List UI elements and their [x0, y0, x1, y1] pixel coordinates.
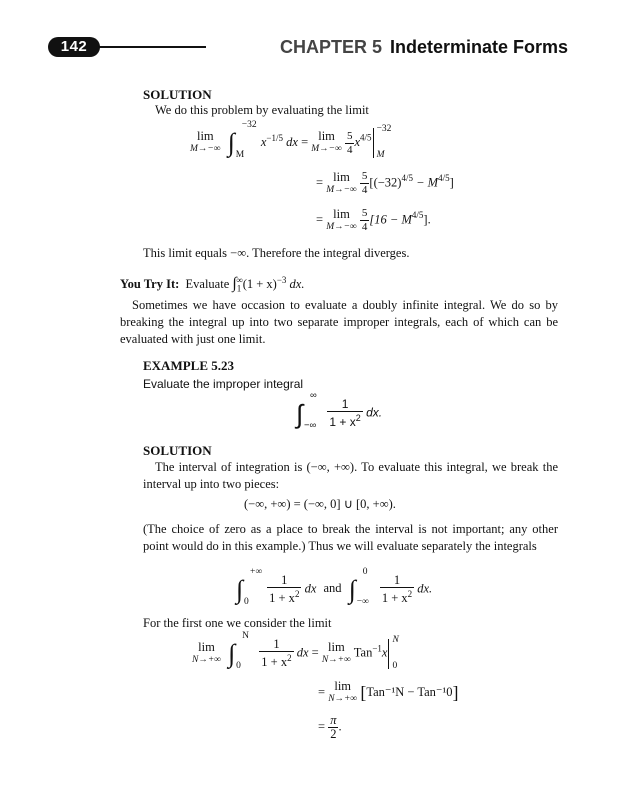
doubly-infinite-paragraph: Sometimes we have occasion to evaluate a doubly infinite integral. We do so by breaking the integral up into two separate improper integrals, each of which can be evaluated with just one limit.	[120, 298, 558, 346]
equation-line-2: = lim M→−∞ $\frac{5}{4}$ $[(-32)^{4/5} - M^{4/5}]$	[316, 169, 454, 196]
solution1-conclusion: This limit equals −∞. Therefore the integral diverges.	[143, 246, 410, 260]
equation-line-1: lim M→−∞ ∫ −32 M $x^{-1/5}$ dx = lim M→−∞ $\frac{5}{4}$ $x^{4/5}$ −32 M	[190, 120, 392, 160]
solution2-p2: (The choice of zero as a place to break the interval is not important; any other point would do in this example.) Thus we will evaluate separately the integrals	[143, 522, 558, 553]
try-it-line: You Try It: Evaluate $\int_1^\infty(1 + x)^{-3}$ dx.	[120, 275, 305, 294]
equation-line-3: = lim M→−∞ $\frac{5}{4}$ $[16 - M^{4/5}]$.	[316, 206, 431, 233]
try-it-label: You Try It:	[120, 277, 180, 292]
chapter-label: CHAPTER 5	[280, 37, 383, 57]
example-integral: ∫ ∞ −∞ $\frac{1}{1 + x^2}$ dx.	[296, 389, 383, 431]
solution2-p3: For the first one we consider the limit	[143, 616, 332, 630]
example-heading: EXAMPLE 5.23	[143, 358, 234, 373]
solution2-p1: The interval of integration is (−∞, +∞). To evaluate this integral, we break the interval up into two pieces:	[143, 460, 558, 491]
solution-heading-1: SOLUTION	[143, 87, 212, 102]
chapter-heading	[280, 36, 568, 58]
header-rule	[96, 46, 206, 48]
limit-line-3: = $\frac{\pi}{2}$ .	[318, 713, 342, 741]
chapter-title: Indeterminate Forms	[390, 37, 569, 57]
solution1-intro: We do this problem by evaluating the limit	[155, 103, 369, 117]
interval-equation: (−∞, +∞) = (−∞, 0] ∪ [0, +∞).	[244, 497, 396, 511]
example-statement: Evaluate the improper integral	[143, 377, 304, 391]
split-integrals: ∫ +∞ 0 $\frac{1}{1 + x^2}$ dx and ∫ 0 −∞ $\frac{1}{1 + x^2}$ dx.	[236, 566, 433, 607]
limit-line-1: lim N→+∞ ∫ N 0 $\frac{1}{1 + x^2}$ dx = lim N→+∞ Tan$^{-1}$x N 0	[192, 638, 405, 669]
page-number: 142	[48, 37, 100, 57]
limit-line-2: = lim N→+∞ [Tan⁻¹N − Tan⁻¹0]	[318, 679, 459, 704]
solution-heading-2: SOLUTION	[143, 443, 212, 458]
